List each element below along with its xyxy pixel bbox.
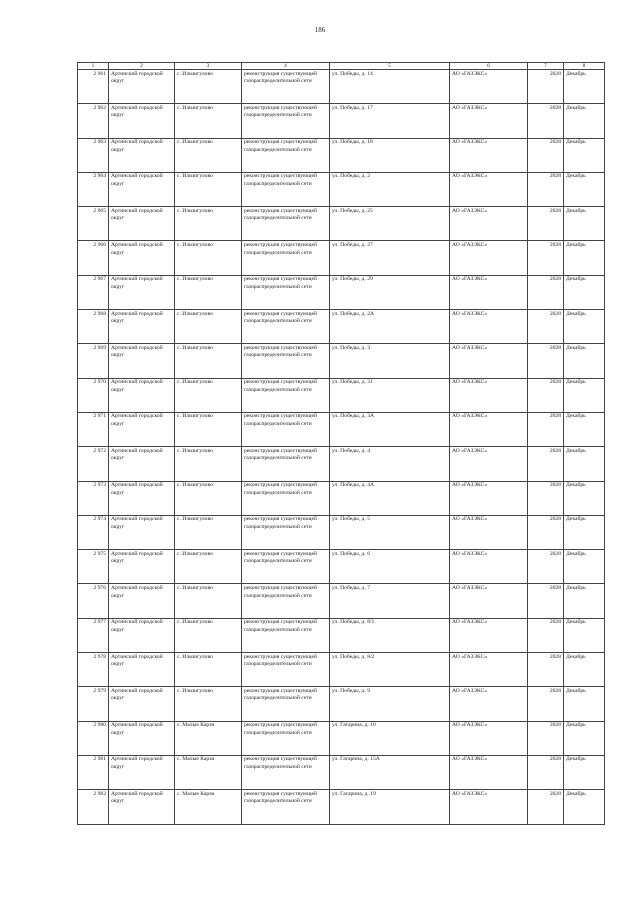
organization-cell: АО «ГАЗЭКС» — [450, 721, 528, 755]
month-cell: Декабрь — [564, 721, 605, 755]
table-row — [78, 790, 605, 824]
year-cell: 2028 — [528, 70, 564, 104]
organization-cell: АО «ГАЗЭКС» — [450, 207, 528, 241]
district-cell: Артинский городской округ — [109, 104, 175, 138]
month-cell: Декабрь — [564, 70, 605, 104]
work-type-cell: реконструкция существующей газораспределительной сети — [242, 550, 330, 584]
district-cell: Артинский городской округ — [109, 275, 175, 309]
row-number-cell: 2 967 — [78, 275, 109, 309]
district-cell: Артинский городской округ — [109, 447, 175, 481]
address-cell: ул. Победы, д. 9 — [330, 687, 450, 721]
row-number-cell: 2 970 — [78, 378, 109, 412]
organization-cell: АО «ГАЗЭКС» — [450, 550, 528, 584]
locality-cell: с. Ильчигулово — [175, 138, 242, 172]
row-number-cell: 2 974 — [78, 515, 109, 549]
year-cell: 2028 — [528, 515, 564, 549]
work-type-cell: реконструкция существующей газораспределительной сети — [242, 104, 330, 138]
table-row — [78, 447, 605, 481]
row-number-cell: 2 961 — [78, 70, 109, 104]
table-row — [78, 310, 605, 344]
table-row — [78, 344, 605, 378]
month-cell: Декабрь — [564, 755, 605, 789]
row-number-cell: 2 978 — [78, 653, 109, 687]
year-cell: 2028 — [528, 584, 564, 618]
locality-cell: с. Ильчигулово — [175, 653, 242, 687]
address-cell: ул. Победы, д. 18 — [330, 138, 450, 172]
address-cell: ул. Гагарина, д. 19 — [330, 790, 450, 824]
work-type-cell: реконструкция существующей газораспределительной сети — [242, 447, 330, 481]
work-type-cell: реконструкция существующей газораспределительной сети — [242, 207, 330, 241]
year-cell: 2028 — [528, 755, 564, 789]
district-cell: Артинский городской округ — [109, 241, 175, 275]
locality-cell: с. Ильчигулово — [175, 207, 242, 241]
address-cell: ул. Победы, д. 8/1 — [330, 618, 450, 652]
work-type-cell: реконструкция существующей газораспределительной сети — [242, 241, 330, 275]
table-row — [78, 275, 605, 309]
month-cell: Декабрь — [564, 207, 605, 241]
address-cell: ул. Победы, д. 25 — [330, 207, 450, 241]
row-number-cell: 2 968 — [78, 310, 109, 344]
column-header: 7 — [528, 63, 564, 70]
address-cell: ул. Победы, д. 8/2 — [330, 653, 450, 687]
district-cell: Артинский городской округ — [109, 755, 175, 789]
district-cell: Артинский городской округ — [109, 412, 175, 446]
locality-cell: с. Ильчигулово — [175, 481, 242, 515]
district-cell: Артинский городской округ — [109, 584, 175, 618]
locality-cell: с. Ильчигулово — [175, 584, 242, 618]
month-cell: Декабрь — [564, 550, 605, 584]
locality-cell: с. Ильчигулово — [175, 70, 242, 104]
district-cell: Артинский городской округ — [109, 138, 175, 172]
organization-cell: АО «ГАЗЭКС» — [450, 412, 528, 446]
year-cell: 2028 — [528, 618, 564, 652]
district-cell: Артинский городской округ — [109, 172, 175, 206]
gas-network-register-table — [77, 62, 605, 825]
address-cell: ул. Победы, д. 17 — [330, 104, 450, 138]
locality-cell: с. Ильчигулово — [175, 241, 242, 275]
address-cell: ул. Победы, д. 31 — [330, 378, 450, 412]
locality-cell: с. Ильчигулово — [175, 378, 242, 412]
work-type-cell: реконструкция существующей газораспределительной сети — [242, 618, 330, 652]
district-cell: Артинский городской округ — [109, 653, 175, 687]
year-cell: 2028 — [528, 412, 564, 446]
locality-cell: с. Ильчигулово — [175, 515, 242, 549]
column-header: 4 — [242, 63, 330, 70]
district-cell: Артинский городской округ — [109, 618, 175, 652]
locality-cell: с. Малые Карзи — [175, 755, 242, 789]
district-cell: Артинский городской округ — [109, 310, 175, 344]
organization-cell: АО «ГАЗЭКС» — [450, 584, 528, 618]
year-cell: 2028 — [528, 790, 564, 824]
row-number-cell: 2 975 — [78, 550, 109, 584]
column-header: 8 — [564, 63, 605, 70]
month-cell: Декабрь — [564, 172, 605, 206]
locality-cell: с. Малые Карзи — [175, 721, 242, 755]
locality-cell: с. Ильчигулово — [175, 687, 242, 721]
month-cell: Декабрь — [564, 584, 605, 618]
row-number-cell: 2 979 — [78, 687, 109, 721]
table-row — [78, 241, 605, 275]
table-row — [78, 378, 605, 412]
address-cell: ул. Победы, д. 6 — [330, 550, 450, 584]
address-cell: ул. Победы, д. 4 — [330, 447, 450, 481]
row-number-cell: 2 982 — [78, 790, 109, 824]
address-cell: ул. Победы, д. 3А — [330, 412, 450, 446]
organization-cell: АО «ГАЗЭКС» — [450, 653, 528, 687]
address-cell: ул. Победы, д. 7 — [330, 584, 450, 618]
row-number-cell: 2 963 — [78, 138, 109, 172]
work-type-cell: реконструкция существующей газораспределительной сети — [242, 755, 330, 789]
month-cell: Декабрь — [564, 515, 605, 549]
district-cell: Артинский городской округ — [109, 550, 175, 584]
address-cell: ул. Победы, д. 3 — [330, 344, 450, 378]
row-number-cell: 2 965 — [78, 207, 109, 241]
row-number-cell: 2 966 — [78, 241, 109, 275]
address-cell: ул. Победы, д. 2 — [330, 172, 450, 206]
column-header: 1 — [78, 63, 109, 70]
district-cell: Артинский городской округ — [109, 378, 175, 412]
work-type-cell: реконструкция существующей газораспределительной сети — [242, 70, 330, 104]
district-cell: Артинский городской округ — [109, 687, 175, 721]
month-cell: Декабрь — [564, 378, 605, 412]
organization-cell: АО «ГАЗЭКС» — [450, 138, 528, 172]
month-cell: Декабрь — [564, 412, 605, 446]
table-row — [78, 755, 605, 789]
work-type-cell: реконструкция существующей газораспределительной сети — [242, 310, 330, 344]
month-cell: Декабрь — [564, 447, 605, 481]
district-cell: Артинский городской округ — [109, 70, 175, 104]
address-cell: ул. Победы, д. 2А — [330, 310, 450, 344]
month-cell: Декабрь — [564, 104, 605, 138]
table-row — [78, 515, 605, 549]
year-cell: 2028 — [528, 721, 564, 755]
table-row — [78, 687, 605, 721]
table-row — [78, 70, 605, 104]
address-cell: ул. Гагарина, д. 15А — [330, 755, 450, 789]
locality-cell: с. Ильчигулово — [175, 550, 242, 584]
row-number-cell: 2 976 — [78, 584, 109, 618]
organization-cell: АО «ГАЗЭКС» — [450, 618, 528, 652]
work-type-cell: реконструкция существующей газораспределительной сети — [242, 275, 330, 309]
organization-cell: АО «ГАЗЭКС» — [450, 275, 528, 309]
table-row — [78, 104, 605, 138]
row-number-cell: 2 977 — [78, 618, 109, 652]
district-cell: Артинский городской округ — [109, 207, 175, 241]
organization-cell: АО «ГАЗЭКС» — [450, 70, 528, 104]
row-number-cell: 2 962 — [78, 104, 109, 138]
organization-cell: АО «ГАЗЭКС» — [450, 344, 528, 378]
work-type-cell: реконструкция существующей газораспределительной сети — [242, 172, 330, 206]
organization-cell: АО «ГАЗЭКС» — [450, 687, 528, 721]
month-cell: Декабрь — [564, 241, 605, 275]
table-row — [78, 481, 605, 515]
work-type-cell: реконструкция существующей газораспределительной сети — [242, 653, 330, 687]
work-type-cell: реконструкция существующей газораспределительной сети — [242, 584, 330, 618]
work-type-cell: реконструкция существующей газораспределительной сети — [242, 721, 330, 755]
work-type-cell: реконструкция существующей газораспределительной сети — [242, 687, 330, 721]
table-row — [78, 172, 605, 206]
year-cell: 2028 — [528, 138, 564, 172]
organization-cell: АО «ГАЗЭКС» — [450, 447, 528, 481]
organization-cell: АО «ГАЗЭКС» — [450, 172, 528, 206]
column-header: 6 — [450, 63, 528, 70]
year-cell: 2028 — [528, 378, 564, 412]
row-number-cell: 2 980 — [78, 721, 109, 755]
address-cell: ул. Победы, д. 27 — [330, 241, 450, 275]
row-number-cell: 2 973 — [78, 481, 109, 515]
row-number-cell: 2 969 — [78, 344, 109, 378]
locality-cell: с. Ильчигулово — [175, 172, 242, 206]
organization-cell: АО «ГАЗЭКС» — [450, 378, 528, 412]
district-cell: Артинский городской округ — [109, 721, 175, 755]
table-row — [78, 550, 605, 584]
table-row — [78, 412, 605, 446]
locality-cell: с. Ильчигулово — [175, 618, 242, 652]
year-cell: 2028 — [528, 275, 564, 309]
month-cell: Декабрь — [564, 275, 605, 309]
month-cell: Декабрь — [564, 687, 605, 721]
organization-cell: АО «ГАЗЭКС» — [450, 310, 528, 344]
organization-cell: АО «ГАЗЭКС» — [450, 515, 528, 549]
column-header: 3 — [175, 63, 242, 70]
row-number-cell: 2 972 — [78, 447, 109, 481]
work-type-cell: реконструкция существующей газораспределительной сети — [242, 515, 330, 549]
row-number-cell: 2 981 — [78, 755, 109, 789]
year-cell: 2028 — [528, 687, 564, 721]
month-cell: Декабрь — [564, 138, 605, 172]
district-cell: Артинский городской округ — [109, 790, 175, 824]
year-cell: 2028 — [528, 653, 564, 687]
address-cell: ул. Победы, д. 4А — [330, 481, 450, 515]
district-cell: Артинский городской округ — [109, 515, 175, 549]
year-cell: 2028 — [528, 447, 564, 481]
address-cell: ул. Гагарина, д. 10 — [330, 721, 450, 755]
table-row — [78, 721, 605, 755]
column-number-row — [78, 63, 605, 70]
locality-cell: с. Ильчигулово — [175, 344, 242, 378]
organization-cell: АО «ГАЗЭКС» — [450, 104, 528, 138]
row-number-cell: 2 971 — [78, 412, 109, 446]
table-row — [78, 618, 605, 652]
work-type-cell: реконструкция существующей газораспределительной сети — [242, 790, 330, 824]
address-cell: ул. Победы, д. 29 — [330, 275, 450, 309]
year-cell: 2028 — [528, 207, 564, 241]
organization-cell: АО «ГАЗЭКС» — [450, 481, 528, 515]
year-cell: 2028 — [528, 481, 564, 515]
organization-cell: АО «ГАЗЭКС» — [450, 755, 528, 789]
district-cell: Артинский городской округ — [109, 481, 175, 515]
month-cell: Декабрь — [564, 344, 605, 378]
work-type-cell: реконструкция существующей газораспределительной сети — [242, 344, 330, 378]
table-row — [78, 207, 605, 241]
page-number: 186 — [314, 26, 326, 34]
locality-cell: с. Ильчигулово — [175, 104, 242, 138]
month-cell: Декабрь — [564, 618, 605, 652]
locality-cell: с. Ильчигулово — [175, 275, 242, 309]
column-header: 2 — [109, 63, 175, 70]
address-cell: ул. Победы, д. 5 — [330, 515, 450, 549]
address-cell: ул. Победы, д. 14 — [330, 70, 450, 104]
year-cell: 2028 — [528, 550, 564, 584]
organization-cell: АО «ГАЗЭКС» — [450, 790, 528, 824]
locality-cell: с. Малые Карзи — [175, 790, 242, 824]
locality-cell: с. Ильчигулово — [175, 412, 242, 446]
organization-cell: АО «ГАЗЭКС» — [450, 241, 528, 275]
year-cell: 2028 — [528, 172, 564, 206]
year-cell: 2028 — [528, 104, 564, 138]
work-type-cell: реконструкция существующей газораспределительной сети — [242, 481, 330, 515]
locality-cell: с. Ильчигулово — [175, 447, 242, 481]
year-cell: 2028 — [528, 344, 564, 378]
locality-cell: с. Ильчигулово — [175, 310, 242, 344]
work-type-cell: реконструкция существующей газораспределительной сети — [242, 412, 330, 446]
month-cell: Декабрь — [564, 481, 605, 515]
work-type-cell: реконструкция существующей газораспределительной сети — [242, 378, 330, 412]
work-type-cell: реконструкция существующей газораспределительной сети — [242, 138, 330, 172]
year-cell: 2028 — [528, 241, 564, 275]
district-cell: Артинский городской округ — [109, 344, 175, 378]
month-cell: Декабрь — [564, 310, 605, 344]
month-cell: Декабрь — [564, 653, 605, 687]
row-number-cell: 2 964 — [78, 172, 109, 206]
table-row — [78, 138, 605, 172]
year-cell: 2028 — [528, 310, 564, 344]
month-cell: Декабрь — [564, 790, 605, 824]
column-header: 5 — [330, 63, 450, 70]
table-row — [78, 584, 605, 618]
table-row — [78, 653, 605, 687]
